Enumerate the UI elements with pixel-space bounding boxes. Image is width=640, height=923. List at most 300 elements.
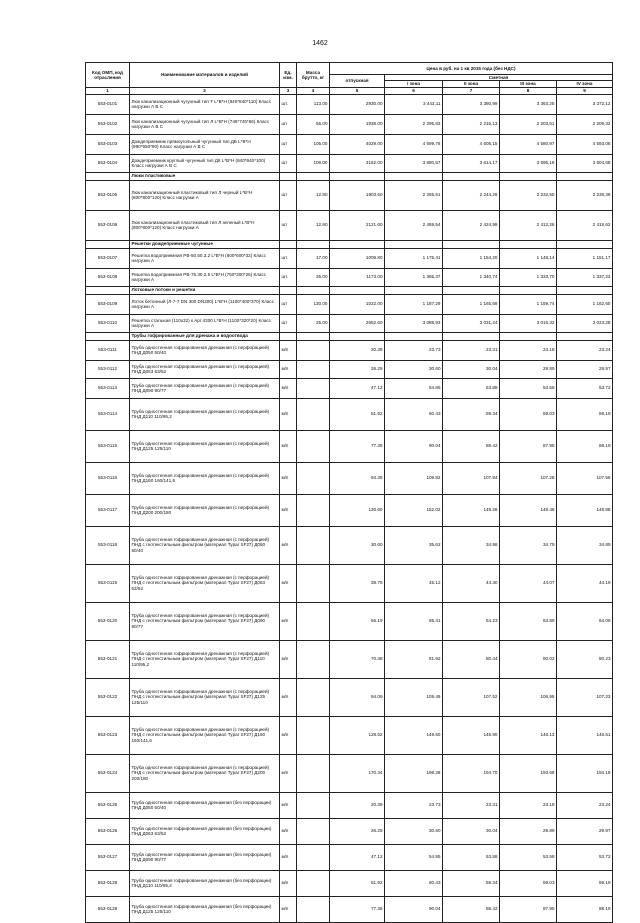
cell-unit: м/п	[280, 430, 297, 462]
cell-zone-2: 3 614,17	[443, 154, 500, 172]
cell-mass: 12.80	[297, 180, 330, 210]
cell-zone-2: 59.34	[443, 398, 500, 430]
cell-mass	[297, 602, 330, 640]
cell-zone-4: 88.19	[557, 896, 613, 922]
cell-code: 553-0104	[86, 154, 130, 172]
cell-zone-2: 3 380,99	[443, 94, 500, 114]
cell-otpusk: 77.36	[330, 896, 385, 922]
cell-zone-1: 2 295,83	[385, 114, 443, 134]
cell-unit: м/п	[280, 844, 297, 870]
header-zone-3: III зона	[500, 81, 557, 87]
col-number: 9	[557, 87, 613, 94]
cell-empty	[330, 172, 385, 180]
cell-otpusk: 94.35	[330, 462, 385, 494]
cell-name: Труба одностенная гофрированная дренажная (с перфорацией) ПНД Д125 125/110	[130, 430, 280, 462]
cell-name: Дождеприемник прямоугольный чугунный тип ДБ L*B*H (990*550*90) Класс нагрузки А В С	[130, 134, 280, 154]
cell-mass: 25.00	[297, 314, 330, 332]
cell-mass	[297, 462, 330, 494]
cell-zone-2: 23.31	[443, 792, 500, 818]
cell-zone-4: 1 337,23	[557, 268, 613, 286]
table-row	[86, 754, 613, 792]
cell-unit: м/п	[280, 564, 297, 602]
header-name: Наименование материалов и изделий	[130, 63, 280, 88]
cell-name: Труба одностенная гофрированная дренажная (с перфорацией) ПНД Д090 90/77	[130, 378, 280, 398]
cell-unit: м/п	[280, 602, 297, 640]
cell-zone-3: 29.89	[500, 818, 557, 844]
cell-zone-3: 23.18	[500, 792, 557, 818]
cell-empty	[297, 172, 330, 180]
cell-name: Труба одностенная гофрированная дренажная (с перфорацией) ПНД с геотекстильным фильтром (материал Typar SF27) Д160 160/141,6	[130, 716, 280, 754]
cell-empty	[443, 172, 500, 180]
cell-zone-3: 3 595,19	[500, 154, 557, 172]
cell-code: 553-0105	[86, 180, 130, 210]
cell-otpusk: 51.92	[330, 398, 385, 430]
cell-zone-3: 53.58	[500, 844, 557, 870]
cell-name: Люк канализационный чугунный тип Т L*B*H (840*840*110) Класс нагрузки А В С	[130, 94, 280, 114]
cell-unit: м/п	[280, 792, 297, 818]
cell-zone-2: 3 031,24	[443, 314, 500, 332]
cell-code: 553-0118	[86, 526, 130, 564]
cell-empty	[280, 172, 297, 180]
cell-otpusk: 128.52	[330, 716, 385, 754]
cell-zone-4: 1 162,60	[557, 294, 613, 314]
cell-zone-4: 2 209,32	[557, 114, 613, 134]
cell-code: 553-0101	[86, 94, 130, 114]
cell-name: Дождеприемник круглый чугунный тип ДК L*B*H (840*840*100) Класс нагрузки А В С	[130, 154, 280, 172]
cell-otpusk: 130.60	[330, 494, 385, 526]
cell-zone-3: 146.13	[500, 716, 557, 754]
cell-mass	[297, 640, 330, 678]
table-row	[86, 398, 613, 430]
cell-zone-4: 64.06	[557, 602, 613, 640]
cell-name: Труба одностенная гофрированная дренажная (без перфорации) ПНД Д050 50/40	[130, 792, 280, 818]
cell-zone-4: 53.72	[557, 378, 613, 398]
cell-name: Труба одностенная гофрированная дренажная (с перфорацией) ПНД с геотекстильным фильтром (материал Typar SF27) Д125 125/110	[130, 678, 280, 716]
table-row	[86, 94, 613, 114]
cell-zone-1: 35.62	[385, 526, 443, 564]
cell-zone-4: 3 372,12	[557, 94, 613, 114]
col-number: 1	[86, 87, 130, 94]
cell-name: Лоток бетонный (Л-7-7 DN 300 DN300) L*B*H (1100*400*370) Класс нагрузки А	[130, 294, 280, 314]
cell-empty	[280, 286, 297, 294]
cell-empty	[443, 332, 500, 340]
cell-name: Труба одностенная гофрированная дренажная (без перфорации) ПНД Д125 125/110	[130, 896, 280, 922]
cell-unit: шт	[280, 134, 297, 154]
cell-code: 553-0129	[86, 896, 130, 922]
cell-zone-4: 146.51	[557, 716, 613, 754]
cell-zone-2: 64.23	[443, 602, 500, 640]
cell-mass	[297, 494, 330, 526]
cell-code: 553-0121	[86, 640, 130, 678]
cell-otpusk: 1903.50	[330, 180, 385, 210]
cell-otpusk: 30.60	[330, 526, 385, 564]
col-number: 3	[280, 87, 297, 94]
cell-zone-1: 30.60	[385, 360, 443, 378]
cell-zone-2: 1 340,74	[443, 268, 500, 286]
cell-code: 553-0102	[86, 114, 130, 134]
cell-unit: м/п	[280, 360, 297, 378]
section-title: Решетки дождеприемные чугунные	[130, 240, 280, 248]
cell-zone-1: 3 680,57	[385, 154, 443, 172]
table-row	[86, 792, 613, 818]
cell-unit: м/п	[280, 462, 297, 494]
table-row	[86, 818, 613, 844]
cell-unit: м/п	[280, 678, 297, 716]
cell-otpusk: 26.29	[330, 360, 385, 378]
cell-zone-2: 23.31	[443, 340, 500, 360]
cell-zone-3: 87.95	[500, 430, 557, 462]
cell-code: 553-0123	[86, 716, 130, 754]
cell-zone-3: 23.18	[500, 340, 557, 360]
cell-unit: шт.	[280, 94, 297, 114]
cell-code: 553-0125	[86, 792, 130, 818]
section-title: Лотковые потоки и решетки	[130, 286, 280, 294]
table-row	[86, 462, 613, 494]
cell-code: 553-0109	[86, 294, 130, 314]
cell-zone-4: 80.23	[557, 640, 613, 678]
page-number: 1462	[312, 40, 328, 47]
cell-unit: м/п	[280, 640, 297, 678]
section-title: Трубы гофрированные для дренажа и водоотвода	[130, 332, 280, 340]
cell-code: 553-0128	[86, 870, 130, 896]
cell-empty	[385, 172, 443, 180]
cell-empty	[385, 286, 443, 294]
cell-code: 553-0106	[86, 210, 130, 240]
cell-zone-1: 23.73	[385, 340, 443, 360]
cell-unit: м/п	[280, 526, 297, 564]
cell-zone-2: 2 244,26	[443, 180, 500, 210]
cell-mass: 55.00	[297, 114, 330, 134]
cell-zone-3: 80.02	[500, 640, 557, 678]
cell-otpusk: 47.12	[330, 844, 385, 870]
table-row	[86, 378, 613, 398]
cell-code: 553-0120	[86, 602, 130, 640]
table-row	[86, 526, 613, 564]
col-number: 7	[443, 87, 500, 94]
table-row	[86, 716, 613, 754]
cell-code: 553-0115	[86, 430, 130, 462]
cell-zone-2: 1 165,68	[443, 294, 500, 314]
cell-zone-2: 30.04	[443, 818, 500, 844]
cell-zone-4: 29.97	[557, 360, 613, 378]
cell-zone-1: 1 175,41	[385, 248, 443, 268]
table-row	[86, 114, 613, 134]
cell-name: Труба одностенная гофрированная дренажная (без перфорации) ПНД Д110 110/95,2	[130, 870, 280, 896]
col-number: 2	[130, 87, 280, 94]
cell-mass	[297, 754, 330, 792]
cell-zone-4: 107.23	[557, 678, 613, 716]
cell-zone-4: 23.24	[557, 340, 613, 360]
cell-empty	[557, 286, 613, 294]
cell-zone-1: 3 088,93	[385, 314, 443, 332]
cell-zone-4: 1 151,17	[557, 248, 613, 268]
cell-zone-2: 146.90	[443, 716, 500, 754]
header-zone-4: IV зона	[557, 81, 613, 87]
cell-name: Труба одностенная гофрированная дренажная (с перфорацией) ПНД Д063 63/52	[130, 360, 280, 378]
table-body	[86, 94, 613, 922]
cell-zone-2: 53.88	[443, 844, 500, 870]
cell-otpusk: 1173.00	[330, 268, 385, 286]
cell-zone-3: 148.49	[500, 494, 557, 526]
cell-zone-2: 53.88	[443, 378, 500, 398]
cell-mass	[297, 896, 330, 922]
table-row	[86, 314, 613, 332]
cell-code: 553-0117	[86, 494, 130, 526]
cell-mass	[297, 526, 330, 564]
cell-zone-4: 23.24	[557, 792, 613, 818]
cell-zone-2: 44.30	[443, 564, 500, 602]
cell-unit: шт	[280, 154, 297, 172]
section-row	[86, 240, 613, 248]
cell-empty	[385, 332, 443, 340]
col-number: 5	[330, 87, 385, 94]
cell-otpusk: 20.39	[330, 792, 385, 818]
cell-code	[86, 240, 130, 248]
cell-zone-2: 2 424,99	[443, 210, 500, 240]
cell-zone-1: 1 365,37	[385, 268, 443, 286]
cell-zone-3: 107.28	[500, 462, 557, 494]
cell-zone-1: 30.60	[385, 818, 443, 844]
cell-unit: шт	[280, 314, 297, 332]
col-number: 8	[500, 87, 557, 94]
cell-zone-2: 34.98	[443, 526, 500, 564]
cell-empty	[557, 172, 613, 180]
cell-code: 553-0103	[86, 134, 130, 154]
cell-name: Труба одностенная гофрированная дренажная (с перфорацией) ПНД с геотекстильным фильтром (материал Typar SF27) Д110 110/95,2	[130, 640, 280, 678]
cell-zone-1: 109.82	[385, 462, 443, 494]
cell-mass	[297, 360, 330, 378]
col-number: 4	[297, 87, 330, 94]
cell-zone-1: 23.73	[385, 792, 443, 818]
cell-zone-3: 87.95	[500, 896, 557, 922]
cell-code: 553-0111	[86, 340, 130, 360]
table-row	[86, 870, 613, 896]
cell-zone-3: 34.79	[500, 526, 557, 564]
header-zone-1: I зона	[385, 81, 443, 87]
cell-unit: м/п	[280, 398, 297, 430]
cell-zone-2: 80.44	[443, 640, 500, 678]
cell-unit: шт	[280, 114, 297, 134]
cell-zone-1: 3 443,11	[385, 94, 443, 114]
header-price-group: Цена в руб. на 1 кв 2015 года (без НДС)	[330, 63, 613, 75]
table-row	[86, 154, 613, 172]
cell-zone-4: 3 604,68	[557, 154, 613, 172]
cell-mass: 12.80	[297, 210, 330, 240]
cell-unit: м/п	[280, 716, 297, 754]
cell-unit: м/п	[280, 818, 297, 844]
cell-name: Решетка стальная (110х32) к Арт.4300 L*B*H (1100*320*20) Класс нагрузки А	[130, 314, 280, 332]
header-mass: Масса брутто, кг	[297, 63, 330, 88]
table-row	[86, 640, 613, 678]
cell-otpusk: 38.76	[330, 564, 385, 602]
cell-otpusk: 1009.80	[330, 248, 385, 268]
cell-zone-4: 53.72	[557, 844, 613, 870]
cell-zone-2: 107.52	[443, 678, 500, 716]
table-row	[86, 494, 613, 526]
cell-empty	[297, 240, 330, 248]
cell-mass	[297, 430, 330, 462]
cell-code: 553-0108	[86, 268, 130, 286]
table-row	[86, 360, 613, 378]
cell-code: 553-0110	[86, 314, 130, 332]
cell-zone-1: 152.02	[385, 494, 443, 526]
cell-empty	[500, 286, 557, 294]
table-row	[86, 268, 613, 286]
cell-mass: 109.00	[297, 154, 330, 172]
table-row	[86, 210, 613, 240]
cell-zone-2: 2 215,13	[443, 114, 500, 134]
cell-otpusk: 70.38	[330, 640, 385, 678]
cell-mass	[297, 716, 330, 754]
cell-empty	[500, 240, 557, 248]
cell-zone-1: 149.60	[385, 716, 443, 754]
cell-zone-3: 3 363,25	[500, 94, 557, 114]
cell-code: 553-0122	[86, 678, 130, 716]
cell-zone-2: 4 605,15	[443, 134, 500, 154]
cell-code: 553-0124	[86, 754, 130, 792]
cell-mass	[297, 844, 330, 870]
cell-zone-2: 59.34	[443, 870, 500, 896]
cell-zone-3: 29.89	[500, 360, 557, 378]
cell-name: Труба одностенная гофрированная дренажная (с перфорацией) ПНД Д050 50/40	[130, 340, 280, 360]
cell-empty	[385, 240, 443, 248]
cell-zone-4: 88.19	[557, 430, 613, 462]
cell-zone-1: 60.43	[385, 870, 443, 896]
header-code: Код ОМП, код отрасления	[86, 63, 130, 88]
cell-code	[86, 172, 130, 180]
cell-name: Труба одностенная гофрированная дренажная (с перфорацией) ПНД с геотекстильным фильтром (материал Typar SF27) Д050 50/40	[130, 526, 280, 564]
cell-otpusk: 94.06	[330, 678, 385, 716]
cell-zone-3: 63.89	[500, 602, 557, 640]
cell-zone-4: 29.97	[557, 818, 613, 844]
cell-zone-1: 90.04	[385, 896, 443, 922]
table-header	[86, 63, 613, 95]
cell-zone-1: 2 469,54	[385, 210, 443, 240]
cell-empty	[280, 332, 297, 340]
cell-mass	[297, 398, 330, 430]
table-row	[86, 430, 613, 462]
cell-name: Люк канализационный пластиковый тип Л зеленый L*B*H (800*800*120) Класс нагрузки А	[130, 210, 280, 240]
cell-zone-3: 1 333,70	[500, 268, 557, 286]
cell-zone-4: 194.19	[557, 754, 613, 792]
cell-zone-4: 148.88	[557, 494, 613, 526]
cell-zone-4: 3 023,28	[557, 314, 613, 332]
cell-code: 553-0112	[86, 360, 130, 378]
cell-name: Труба одностенная гофрированная дренажная (с перфорацией) ПНД с геотекстильным фильтром (материал Typar SF27) Д090 90/77	[130, 602, 280, 640]
cell-unit: м/п	[280, 378, 297, 398]
cell-name: Решетка водоприемная РВ-50.50.3.2 L*B*H (600*600*32) Класс нагрузки А	[130, 248, 280, 268]
table-row	[86, 844, 613, 870]
cell-unit: шт.	[280, 268, 297, 286]
price-table	[85, 62, 613, 923]
cell-otpusk: 2652.60	[330, 314, 385, 332]
table-row	[86, 294, 613, 314]
cell-otpusk: 77.36	[330, 430, 385, 462]
cell-mass	[297, 870, 330, 896]
cell-name: Люк канализационный чугунный тип Л L*B*H (745*745*66) Класс нагрузки А В С	[130, 114, 280, 134]
cell-zone-4: 107.56	[557, 462, 613, 494]
cell-zone-4: 4 593,06	[557, 134, 613, 154]
cell-zone-4: 59.19	[557, 870, 613, 896]
cell-zone-2: 88.42	[443, 896, 500, 922]
cell-code: 553-0107	[86, 248, 130, 268]
cell-name: Труба одностенная гофрированная дренажная (с перфорацией) ПНД с геотекстильным фильтром (материал Typar SF27) Д063 63/52	[130, 564, 280, 602]
cell-zone-1: 54.85	[385, 378, 443, 398]
cell-zone-2: 107.84	[443, 462, 500, 494]
cell-name: Труба одностенная гофрированная дренажная (с перфорацией) ПНД Д160 160/141,6	[130, 462, 280, 494]
cell-code: 553-0119	[86, 564, 130, 602]
cell-name: Труба одностенная гофрированная дренажная (без перфорации) ПНД Д063 63/52	[130, 818, 280, 844]
cell-zone-1: 60.43	[385, 398, 443, 430]
cell-zone-4: 44.19	[557, 564, 613, 602]
cell-zone-1: 109.49	[385, 678, 443, 716]
cell-code: 553-0126	[86, 818, 130, 844]
cell-otpusk: 2930.00	[330, 94, 385, 114]
table-row	[86, 564, 613, 602]
cell-unit: м/п	[280, 754, 297, 792]
cell-zone-2: 149.28	[443, 494, 500, 526]
header-otpusk: отпускная	[330, 75, 385, 88]
cell-code: 553-0113	[86, 378, 130, 398]
cell-zone-4: 34.89	[557, 526, 613, 564]
table-row	[86, 340, 613, 360]
cell-zone-3: 2 232,50	[500, 180, 557, 210]
cell-empty	[330, 286, 385, 294]
cell-empty	[297, 332, 330, 340]
cell-otpusk: 1938.00	[330, 114, 385, 134]
cell-mass	[297, 678, 330, 716]
cell-empty	[443, 286, 500, 294]
cell-empty	[500, 332, 557, 340]
cell-empty	[297, 286, 330, 294]
cell-otpusk: 20.39	[330, 340, 385, 360]
cell-zone-1: 2 265,51	[385, 180, 443, 210]
cell-code	[86, 332, 130, 340]
table-row	[86, 678, 613, 716]
cell-zone-3: 59.03	[500, 870, 557, 896]
cell-mass: 113.00	[297, 94, 330, 114]
cell-empty	[330, 240, 385, 248]
cell-empty	[557, 240, 613, 248]
cell-otpusk: 56.19	[330, 602, 385, 640]
cell-otpusk: 170.34	[330, 754, 385, 792]
section-row	[86, 172, 613, 180]
cell-mass: 105.00	[297, 134, 330, 154]
header-zone-2: II зона	[443, 81, 500, 87]
cell-zone-3: 193.68	[500, 754, 557, 792]
cell-zone-4: 59.19	[557, 398, 613, 430]
table-row	[86, 896, 613, 922]
cell-zone-3: 1 148,14	[500, 248, 557, 268]
table-row	[86, 180, 613, 210]
section-row	[86, 286, 613, 294]
header-unit: Ед. изм.	[280, 63, 297, 88]
cell-zone-1: 1 187,29	[385, 294, 443, 314]
cell-zone-3: 106.95	[500, 678, 557, 716]
cell-zone-4: 2 418,62	[557, 210, 613, 240]
cell-empty	[443, 240, 500, 248]
cell-name: Труба одностенная гофрированная дренажная (без перфорации) ПНД Д090 90/77	[130, 844, 280, 870]
cell-empty	[500, 172, 557, 180]
cell-unit: м/п	[280, 896, 297, 922]
table-row	[86, 248, 613, 268]
cell-zone-2: 30.04	[443, 360, 500, 378]
cell-zone-3: 59.03	[500, 398, 557, 430]
section-row	[86, 332, 613, 340]
cell-zone-1: 65.41	[385, 602, 443, 640]
cell-zone-2: 88.42	[443, 430, 500, 462]
cell-otpusk: 2121.60	[330, 210, 385, 240]
